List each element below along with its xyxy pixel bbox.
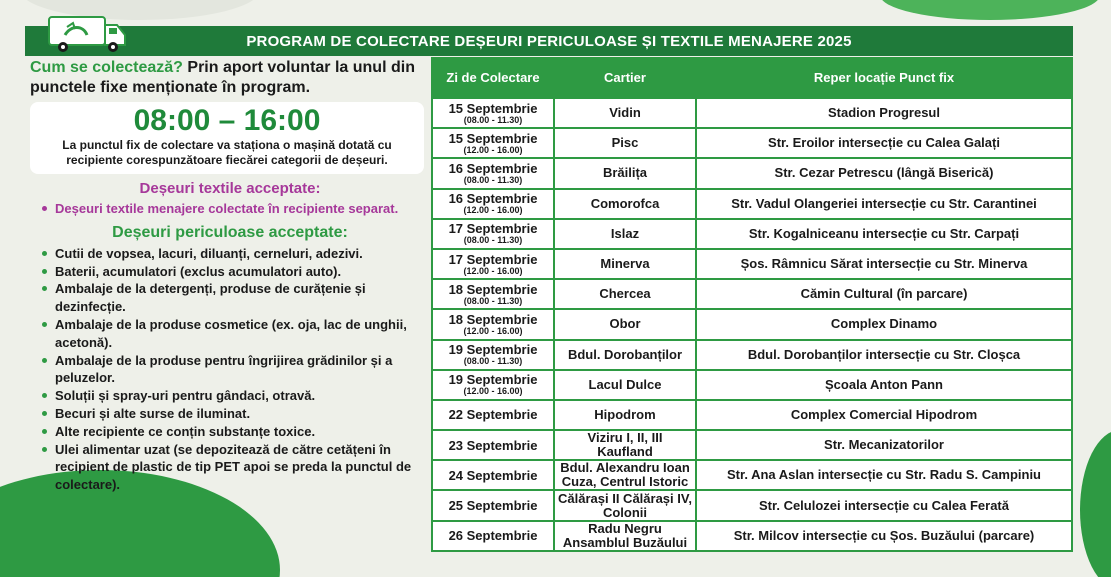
location-cell: Complex Dinamo <box>696 309 1072 339</box>
table-row <box>432 98 1072 128</box>
list-item: Ambalaje de la produse cosmetice (ex. oja, lac de unghii, acetonă). <box>30 316 430 352</box>
list-item: Cutii de vopsea, lacuri, diluanți, cerneluri, adezivi. <box>30 245 430 263</box>
collection-date: 18 Septembrie <box>448 311 538 327</box>
location-cell: Str. Eroilor intersecție cu Calea Galați <box>696 128 1072 158</box>
list-item: Soluții și spray-uri pentru gândaci, otravă. <box>30 387 430 405</box>
collection-date-cell <box>432 219 554 249</box>
cartier-cell: Lacul Dulce <box>554 370 696 400</box>
collection-date: 15 Septembrie <box>448 100 538 116</box>
background-shape <box>880 0 1100 20</box>
header-date: Zi de Colectare <box>432 58 554 98</box>
collection-date-cell <box>432 490 554 520</box>
table-row <box>432 370 1072 400</box>
table-row <box>432 219 1072 249</box>
location-cell: Str. Kogalniceanu intersecție cu Str. Carpați <box>696 219 1072 249</box>
header-reper: Reper locație Punct fix <box>696 58 1072 98</box>
table-row <box>432 340 1072 370</box>
table-row <box>432 128 1072 158</box>
hours-description: La punctul fix de colectare va staționa o mașină dotată cu recipiente corespunzătoare fiecărei categorii de deșeuri. <box>62 138 392 167</box>
cartier-cell: Bdul. Alexandru Ioan Cuza, Centrul Istoric <box>554 460 696 490</box>
table-header-row <box>432 58 1072 98</box>
location-cell: Str. Ana Aslan intersecție cu Str. Radu S. Campiniu <box>696 460 1072 490</box>
location-cell: Str. Celulozei intersecție cu Calea Ferată <box>696 490 1072 520</box>
collection-date: 25 Septembrie <box>448 498 538 514</box>
collection-date: 16 Septembrie <box>448 160 538 176</box>
list-item: Ambalaje de la produse pentru îngrijirea grădinilor și a peluzelor. <box>30 352 430 388</box>
collection-method <box>30 58 430 98</box>
collection-date-cell <box>432 279 554 309</box>
cartier-cell: Hipodrom <box>554 400 696 430</box>
list-item: Ambalaje de la detergenți, produse de curățenie și dezinfecție. <box>30 280 430 316</box>
collection-date-cell <box>432 370 554 400</box>
location-cell: Cămin Cultural (în parcare) <box>696 279 1072 309</box>
list-item: Deșeuri textile menajere colectate în recipiente separat. <box>30 200 430 218</box>
collection-date: 24 Septembrie <box>448 467 538 483</box>
collection-date-cell <box>432 189 554 219</box>
cartier-cell: Viziru I, II, III Kaufland <box>554 430 696 460</box>
cartier-cell: Chercea <box>554 279 696 309</box>
list-item: Ulei alimentar uzat (se depozitează de către cetățeni în recipient de plastic de tip PET apoi se preda la punctul de colectare). <box>30 441 430 494</box>
collection-hours-range: (08.00 - 11.30) <box>463 235 523 246</box>
page-title: PROGRAM DE COLECTARE DEȘEURI PERICULOASE ȘI TEXTILE MENAJERE 2025 <box>25 26 1073 56</box>
header-cartier: Cartier <box>554 58 696 98</box>
collection-date: 23 Septembrie <box>448 437 538 453</box>
cartier-cell: Brăilița <box>554 158 696 188</box>
hazardous-list <box>30 245 430 494</box>
location-cell: Str. Milcov intersecție cu Șos. Buzăului (parcare) <box>696 521 1072 551</box>
collection-date: 22 Septembrie <box>448 407 538 423</box>
collection-hours-range: (08.00 - 11.30) <box>463 174 523 185</box>
list-item: Baterii, acumulatori (exclus acumulatori auto). <box>30 263 430 281</box>
cartier-cell: Radu Negru Ansamblul Buzăului <box>554 521 696 551</box>
textile-heading: Deșeuri textile acceptate: <box>139 180 321 197</box>
collection-date: 17 Septembrie <box>448 221 538 237</box>
collection-hours-range: (12.00 - 16.00) <box>463 325 523 336</box>
collection-hours-range: (08.00 - 11.30) <box>463 295 523 306</box>
cartier-cell: Islaz <box>554 219 696 249</box>
textile-list <box>30 200 430 218</box>
collection-hours-range: (12.00 - 16.00) <box>463 144 523 155</box>
table-row <box>432 521 1072 551</box>
cartier-cell: Obor <box>554 309 696 339</box>
list-item: Alte recipiente ce conțin substanțe toxice. <box>30 423 430 441</box>
location-cell: Str. Mecanizatorilor <box>696 430 1072 460</box>
collection-date-cell <box>432 309 554 339</box>
cartier-cell: Vidin <box>554 98 696 128</box>
collection-date-cell <box>432 158 554 188</box>
cartier-cell: Minerva <box>554 249 696 279</box>
table-row <box>432 249 1072 279</box>
collection-date: 19 Septembrie <box>448 372 538 388</box>
collection-date: 18 Septembrie <box>448 281 538 297</box>
hours-box <box>30 102 424 174</box>
table-row <box>432 189 1072 219</box>
collection-date: 15 Septembrie <box>448 130 538 146</box>
collection-date: 16 Septembrie <box>448 191 538 207</box>
location-cell: Complex Comercial Hipodrom <box>696 400 1072 430</box>
location-cell: Str. Cezar Petrescu (lângă Biserică) <box>696 158 1072 188</box>
collection-date-cell <box>432 128 554 158</box>
location-cell: Școala Anton Pann <box>696 370 1072 400</box>
location-cell: Stadion Progresul <box>696 98 1072 128</box>
collection-date-cell <box>432 521 554 551</box>
cartier-cell: Călărași II Călărași IV, Colonii <box>554 490 696 520</box>
table-row <box>432 309 1072 339</box>
list-item: Becuri și alte surse de iluminat. <box>30 405 430 423</box>
collection-hours-range: (08.00 - 11.30) <box>463 356 523 367</box>
cartier-cell: Bdul. Dorobanților <box>554 340 696 370</box>
collection-date-cell <box>432 249 554 279</box>
collection-date: 17 Septembrie <box>448 251 538 267</box>
collection-date-cell <box>432 430 554 460</box>
location-cell: Șos. Râmnicu Sărat intersecție cu Str. Minerva <box>696 249 1072 279</box>
schedule-table <box>431 57 1073 552</box>
table-row <box>432 400 1072 430</box>
location-cell: Bdul. Dorobanților intersecție cu Str. Cloșca <box>696 340 1072 370</box>
collection-date: 19 Septembrie <box>448 342 538 358</box>
collection-hours-range: (12.00 - 16.00) <box>463 205 523 216</box>
collection-question: Cum se colectează? <box>30 59 183 76</box>
collection-answer: Prin aport voluntar la unul din punctele fixe menționate în program. <box>30 59 415 96</box>
garbage-truck-icon <box>47 13 129 55</box>
collection-hours-range: (08.00 - 11.30) <box>463 114 523 125</box>
location-cell: Str. Vadul Olangeriei intersecție cu Str. Carantinei <box>696 189 1072 219</box>
collection-date: 26 Septembrie <box>448 528 538 544</box>
collection-date-cell <box>432 460 554 490</box>
collection-hours-range: (12.00 - 16.00) <box>463 386 523 397</box>
collection-date-cell <box>432 400 554 430</box>
collection-hours: 08:00 – 16:00 <box>133 104 321 137</box>
cartier-cell: Pisc <box>554 128 696 158</box>
schedule-rows <box>432 98 1072 551</box>
cartier-cell: Comorofca <box>554 189 696 219</box>
background-shape <box>1080 430 1111 577</box>
table-row <box>432 430 1072 460</box>
table-row <box>432 460 1072 490</box>
hazardous-heading: Deșeuri periculoase acceptate: <box>112 223 348 241</box>
collection-hours-range: (12.00 - 16.00) <box>463 265 523 276</box>
table-row <box>432 279 1072 309</box>
info-panel <box>30 58 430 494</box>
collection-date-cell <box>432 98 554 128</box>
collection-date-cell <box>432 340 554 370</box>
table-row <box>432 490 1072 520</box>
table-row <box>432 158 1072 188</box>
